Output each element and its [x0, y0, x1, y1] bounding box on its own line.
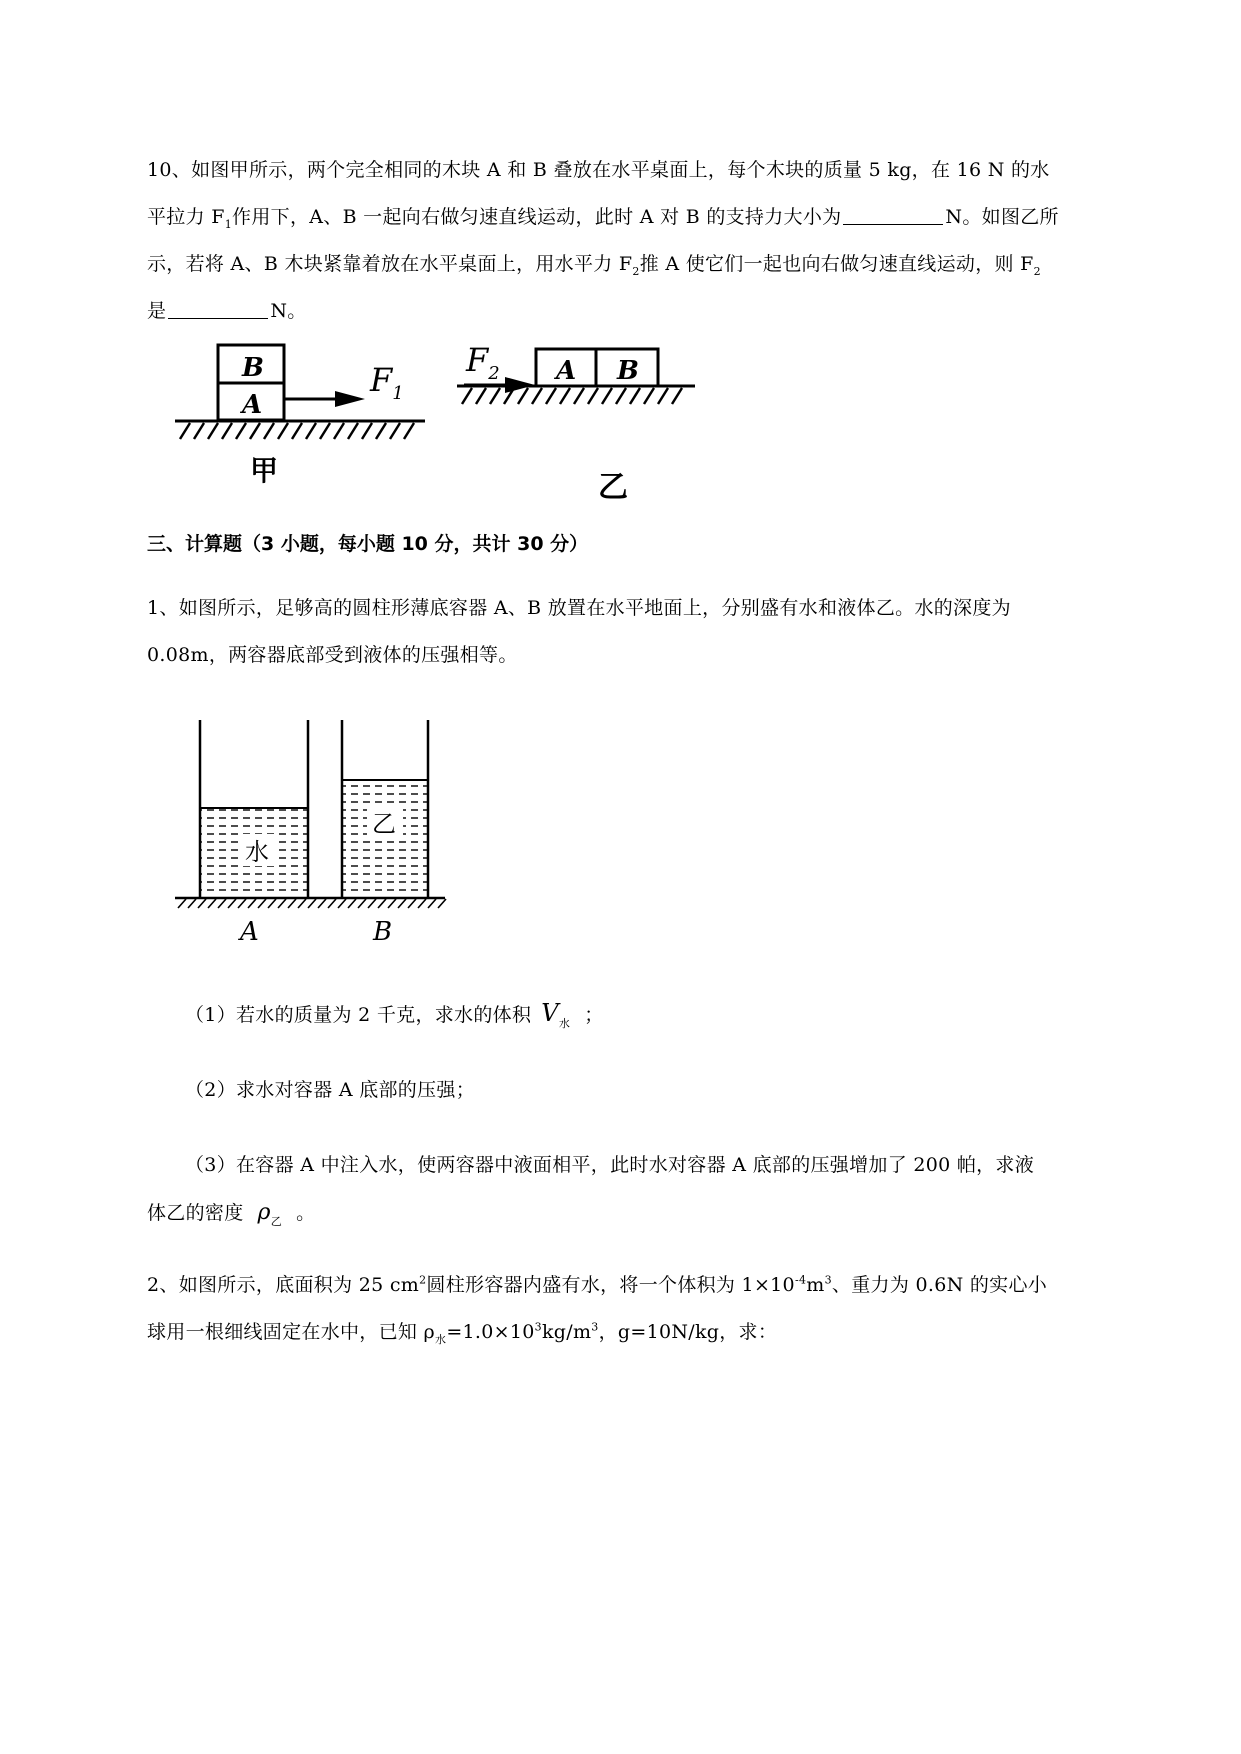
p1-line-2: 0.08m，两容器底部受到液体的压强相等。 — [147, 644, 518, 666]
problem-1 — [147, 585, 1157, 679]
caption-yi: 乙 — [598, 470, 628, 505]
p2-text: 球用一根细线固定在水中，已知 ρ — [147, 1321, 436, 1343]
container-b-label: B — [373, 917, 393, 947]
q10-line-1 — [147, 147, 1157, 194]
p2-text: 圆柱形容器内盛有水，将一个体积为 1×10 — [426, 1274, 795, 1296]
p2-text: kg/m — [541, 1321, 592, 1343]
superscript: -4 — [794, 1273, 807, 1287]
p2-text: 2、如图所示，底面积为 25 cm — [147, 1274, 420, 1296]
sub1-text: （1）若水的质量为 2 千克，求水的体积 — [185, 1004, 532, 1026]
q10-text: N。如图乙所 — [945, 206, 1059, 228]
q10-text: 推 A 使它们一起也向右做匀速直线运动，则 F — [639, 253, 1034, 275]
q10-line-1-text: 10、如图甲所示，两个完全相同的木块 A 和 B 叠放在水平桌面上，每个木块的质量 5 kg，在 16 N 的水 — [147, 159, 1050, 181]
answer-blank-1[interactable] — [843, 204, 943, 225]
q10-line-3 — [147, 241, 1157, 288]
superscript: 3 — [534, 1320, 542, 1334]
question-10 — [147, 147, 1157, 335]
subscript: 2 — [632, 264, 640, 278]
p2-text: ，g=10N/kg，求： — [598, 1321, 778, 1343]
superscript: 3 — [824, 1273, 832, 1287]
q10-line-4 — [147, 288, 1157, 335]
density-symbol: ρ — [257, 1200, 271, 1225]
subscript: 水 — [435, 1332, 447, 1346]
q10-text: 是 — [147, 300, 167, 322]
p2-text: m — [806, 1274, 825, 1296]
superscript: 3 — [591, 1320, 599, 1334]
hatching-right — [462, 388, 682, 404]
force-2-label: $F_2$ — [466, 341, 500, 384]
volume-subscript: 水 — [558, 1017, 571, 1030]
force-1-label: $F_1$ — [370, 361, 404, 404]
subscript: 1 — [224, 217, 233, 231]
p2-text: 、重力为 0.6N 的实心小 — [831, 1274, 1048, 1296]
volume-symbol: V — [541, 999, 559, 1027]
sub3-text: 体乙的密度 — [147, 1202, 244, 1224]
sub-question-1 — [185, 990, 1157, 1047]
q10-text: 平拉力 F — [147, 206, 225, 228]
q10-line-2 — [147, 194, 1157, 241]
hatching-left — [180, 423, 414, 439]
liquid-b-label: 乙 — [372, 810, 396, 838]
section-title: 三、计算题（3 小题，每小题 10 分，共计 30 分） — [147, 533, 589, 555]
liquid-b-fill — [342, 780, 428, 897]
superscript: 2 — [419, 1273, 427, 1287]
p2-line-2 — [147, 1309, 1157, 1356]
sub3-line-1: （3）在容器 A 中注入水，使两容器中液面相平，此时水对容器 A 底部的压强增加了 200 帕，求液 — [185, 1154, 1035, 1176]
subscript: 2 — [1033, 264, 1041, 278]
liquid-a-label: 水 — [245, 838, 269, 866]
block-b2-label: B — [617, 356, 639, 386]
block-a-label: A — [242, 390, 263, 420]
sub3-line-2 — [147, 1189, 1157, 1245]
q10-text: 作用下，A、B 一起向右做匀速直线运动，此时 A 对 B 的支持力大小为 — [232, 206, 842, 228]
block-a2-label: A — [556, 356, 577, 386]
sub2-text: （2）求水对容器 A 底部的压强； — [185, 1079, 475, 1101]
figure-containers — [170, 710, 460, 950]
figure-blocks — [170, 335, 710, 505]
sub3-end: 。 — [296, 1202, 316, 1224]
p2-text: =1.0×10 — [446, 1321, 535, 1343]
q10-text: 示，若将 A、B 木块紧靠着放在水平桌面上，用水平力 F — [147, 253, 633, 275]
sub-question-2 — [185, 1067, 1157, 1114]
block-b-label: B — [242, 353, 264, 383]
caption-jia: 甲 — [250, 454, 279, 487]
sub1-end: ； — [584, 1004, 604, 1026]
density-subscript: 乙 — [270, 1215, 283, 1228]
p1-line-1: 1、如图所示，足够高的圆柱形薄底容器 A、B 放置在水平地面上，分别盛有水和液体乙。水的深度为 — [147, 597, 1011, 619]
arrowhead-icon — [335, 391, 365, 407]
container-a-label: A — [240, 917, 259, 947]
problem-2 — [147, 1262, 1157, 1356]
sub-question-3 — [147, 1142, 1157, 1245]
q10-text: N。 — [270, 300, 307, 322]
p2-line-1 — [147, 1262, 1157, 1309]
answer-blank-2[interactable] — [168, 298, 268, 319]
ground-hatching — [178, 899, 446, 908]
